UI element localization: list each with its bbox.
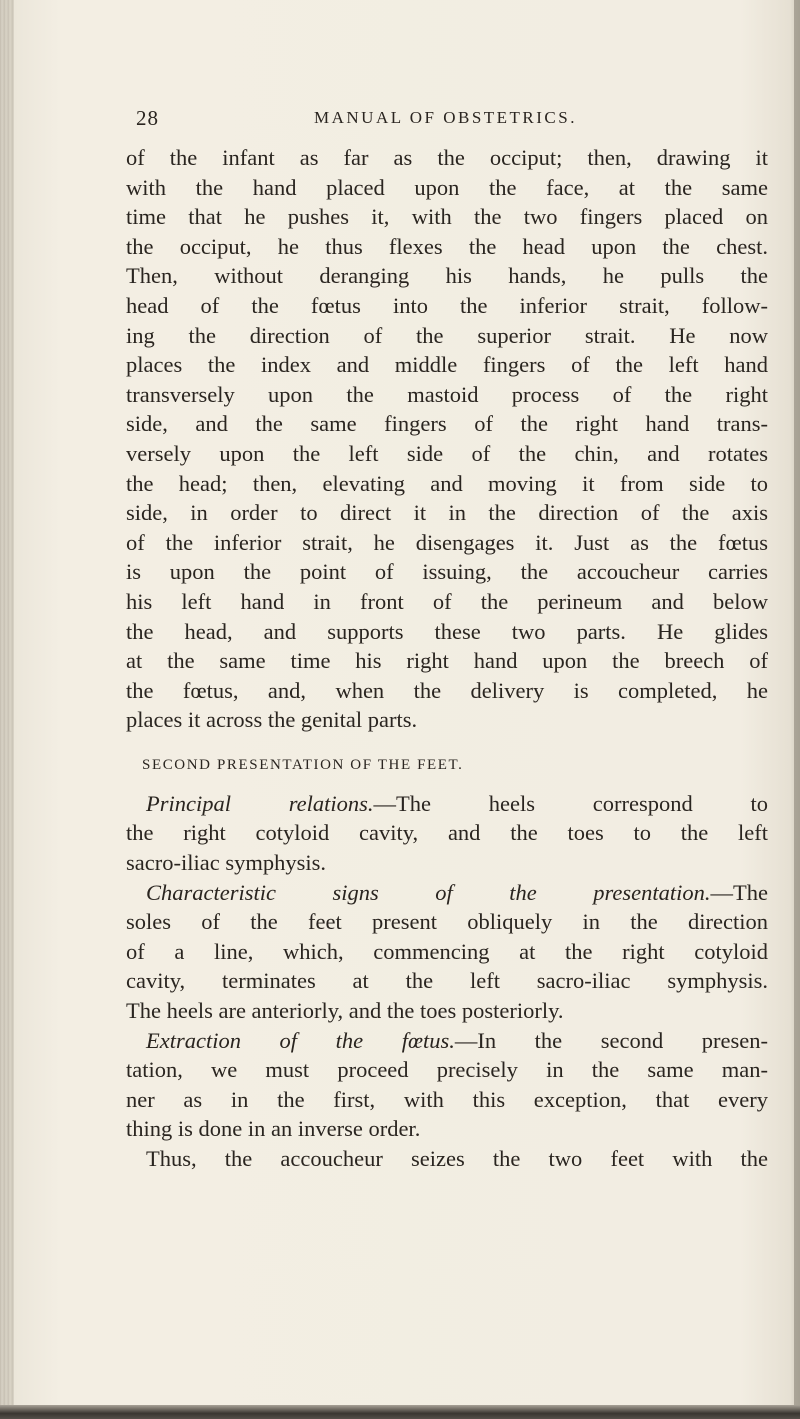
page-bottom-edge xyxy=(0,1405,800,1419)
text-line: his left hand in front of the perineum and below xyxy=(126,588,768,614)
body-text xyxy=(126,143,768,1174)
text-line: the occiput, he thus flexes the head upon the chest. xyxy=(126,233,768,259)
text-line: tation, we must proceed precisely in the same man- xyxy=(126,1057,768,1083)
text-line: sacro-iliac symphysis. xyxy=(126,850,326,876)
text-line: cavity, terminates at the left sacro-iliac symphysis. xyxy=(126,968,768,994)
text-line: head of the fœtus into the inferior strait, follow- xyxy=(126,292,768,318)
text-line: of the inferior strait, he disengages it. Just as the fœtus xyxy=(126,529,768,555)
run-in-heading: Extraction of the fœtus. xyxy=(146,1027,455,1053)
text-line xyxy=(126,789,768,819)
text-line: transversely upon the mastoid process of the right xyxy=(126,381,768,407)
text-line: at the same time his right hand upon the breech of xyxy=(126,648,768,674)
text-line: The heels are anteriorly, and the toes posteriorly. xyxy=(126,998,564,1024)
text-line: ing the direction of the superior strait. He now xyxy=(126,322,768,348)
text-line: Then, without deranging his hands, he pulls the xyxy=(126,263,768,289)
run-in-heading: Characteristic signs of the presentation. xyxy=(146,879,711,905)
text-line: thing is done in an inverse order. xyxy=(126,1116,421,1142)
text-line: side, in order to direct it in the direction of the axis xyxy=(126,500,768,526)
text-line: the right cotyloid cavity, and the toes to the left xyxy=(126,820,768,846)
text-line: Thus, the accoucheur seizes the two feet with the xyxy=(146,1146,768,1171)
text-line: places the index and middle fingers of the left hand xyxy=(126,352,768,378)
line-text: —The xyxy=(710,879,768,905)
page-binding-shadow xyxy=(0,0,14,1419)
text-line: versely upon the left side of the chin, and rotates xyxy=(126,440,768,466)
text-line: the head, and supports these two parts. He glides xyxy=(126,618,768,644)
running-head xyxy=(136,106,776,132)
text-line: places it across the genital parts. xyxy=(126,707,418,733)
text-line xyxy=(126,1026,768,1056)
text-line: ner as in the first, with this exception, that every xyxy=(126,1086,768,1112)
page-number: 28 xyxy=(136,106,159,130)
text-line: soles of the feet present obliquely in the direction xyxy=(126,909,768,935)
book-title: MANUAL OF OBSTETRICS. xyxy=(314,108,577,127)
line-text: —The heels correspond to xyxy=(373,790,768,816)
section-heading: SECOND PRESENTATION OF THE FEET. xyxy=(142,756,464,773)
text-line: is upon the point of issuing, the accoucheur carries xyxy=(126,559,768,585)
text-line: side, and the same fingers of the right hand trans- xyxy=(126,411,768,437)
page-right-edge xyxy=(794,0,800,1419)
line-text: —In the second presen- xyxy=(454,1027,768,1053)
text-line: of the infant as far as the occiput; then, drawing it xyxy=(126,145,768,170)
text-line xyxy=(126,878,768,908)
run-in-heading: Principal relations. xyxy=(146,790,374,816)
text-line: time that he pushes it, with the two fingers placed on xyxy=(126,204,768,230)
text-line: of a line, which, commencing at the right cotyloid xyxy=(126,938,768,964)
text-line: with the hand placed upon the face, at the same xyxy=(126,174,768,200)
text-line: the head; then, elevating and moving it from side to xyxy=(126,470,768,496)
text-line: the fœtus, and, when the delivery is completed, he xyxy=(126,677,768,703)
